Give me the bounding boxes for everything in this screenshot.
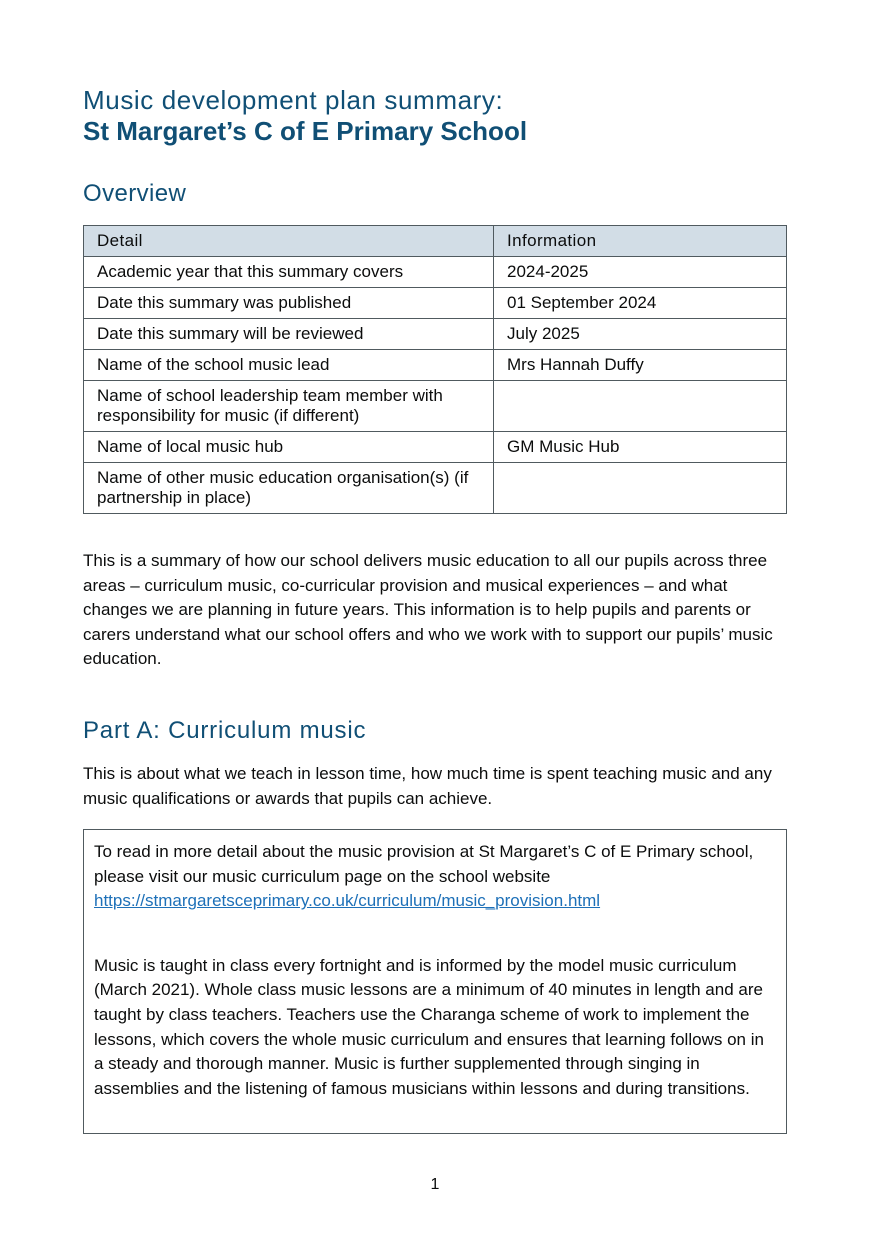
curriculum-details-box bbox=[83, 829, 787, 1134]
provision-intro-text: To read in more detail about the music provision at St Margaret’s C of E Primary school, please visit our music curriculum page on the school website bbox=[94, 842, 754, 886]
school-name-title: St Margaret’s C of E Primary School bbox=[83, 116, 528, 146]
spacer bbox=[94, 914, 776, 954]
table-row bbox=[84, 350, 787, 381]
table-cell-detail: Name of the school music lead bbox=[84, 350, 494, 381]
music-provision-link[interactable]: https://stmargaretsceprimary.co.uk/curriculum/music_provision.html bbox=[94, 891, 601, 911]
column-header-information: Information bbox=[494, 226, 787, 257]
table-row bbox=[84, 288, 787, 319]
table-cell-detail: Academic year that this summary covers bbox=[84, 257, 494, 288]
table-row bbox=[84, 319, 787, 350]
table-cell-information: 2024-2025 bbox=[494, 257, 787, 288]
table-cell-detail: Name of other music education organisation(s) (if partnership in place) bbox=[84, 463, 494, 514]
part-a-heading: Part A: Curriculum music bbox=[83, 717, 367, 744]
intro-paragraph: This is a summary of how our school delivers music education to all our pupils across three areas – curriculum music, co-curricular provision and musical experiences – and what changes we are planning in future years. This information is to help pupils and parents or carers understand what our school offers and who we work with to support our pupils’ music education. bbox=[83, 551, 773, 669]
part-a-description: This is about what we teach in lesson time, how much time is spent teaching music and any music qualifications or awards that pupils can achieve. bbox=[83, 764, 772, 808]
overview-table bbox=[83, 225, 787, 514]
table-row bbox=[84, 381, 787, 432]
table-row bbox=[84, 463, 787, 514]
table-cell-information bbox=[494, 463, 787, 514]
table-cell-information: 01 September 2024 bbox=[494, 288, 787, 319]
table-cell-detail: Name of school leadership team member with responsibility for music (if different) bbox=[84, 381, 494, 432]
table-header-row bbox=[84, 226, 787, 257]
table-cell-detail: Date this summary was published bbox=[84, 288, 494, 319]
curriculum-description-text: Music is taught in class every fortnight and is informed by the model music curriculum (March 2021). Whole class music lessons are a minimum of 40 minutes in length and are taught by class teachers. Teachers use the Charanga scheme of work to implement the lessons, which covers the whole music curriculum and ensures that learning follows on in a steady and thorough manner. Music is further supplemented through singing in assemblies and the listening of famous musicians within lessons and during transitions. bbox=[94, 955, 764, 1098]
table-cell-information: Mrs Hannah Duffy bbox=[494, 350, 787, 381]
table-cell-information: July 2025 bbox=[494, 319, 787, 350]
column-header-detail: Detail bbox=[84, 226, 494, 257]
table-cell-detail: Name of local music hub bbox=[84, 432, 494, 463]
overview-heading: Overview bbox=[83, 180, 187, 207]
table-row bbox=[84, 257, 787, 288]
table-cell-information bbox=[494, 381, 787, 432]
page-number: 1 bbox=[430, 1176, 440, 1193]
table-row bbox=[84, 432, 787, 463]
page-title: Music development plan summary: bbox=[83, 85, 504, 115]
table-cell-detail: Date this summary will be reviewed bbox=[84, 319, 494, 350]
table-cell-information: GM Music Hub bbox=[494, 432, 787, 463]
